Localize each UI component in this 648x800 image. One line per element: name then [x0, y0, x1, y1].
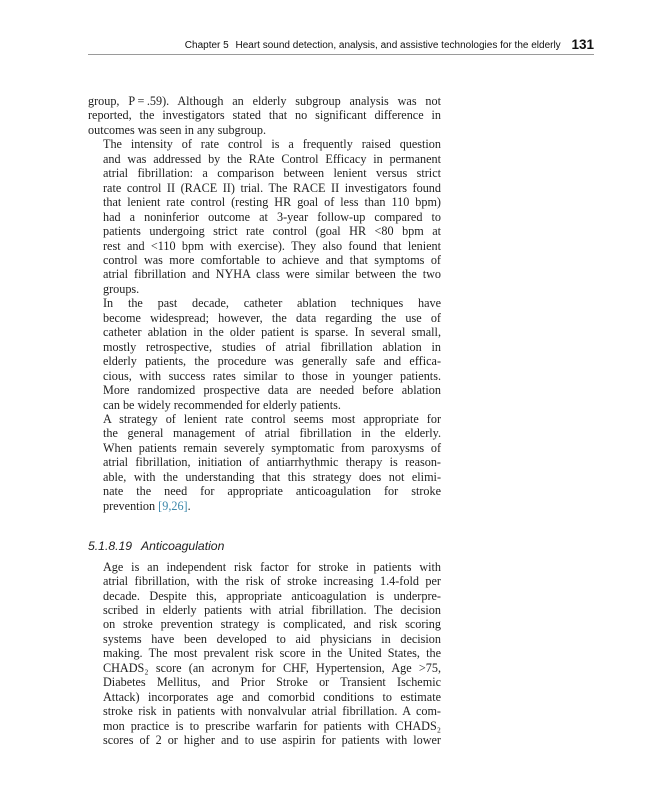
text-line: Attack) incorporates age and comorbid conditions to estimate: [103, 689, 441, 704]
paragraph: [88, 412, 441, 513]
text-line: groups.: [103, 281, 140, 296]
paragraph: [88, 94, 441, 137]
text-line: A strategy of lenient rate control seems most appropriate for: [103, 411, 441, 426]
section-heading: [88, 539, 441, 553]
body-text: [88, 94, 441, 747]
text-line: CHADS₂ score (an acronym for CHF, Hypertension, Age >75,: [103, 660, 441, 675]
text-line: nate the need for appropriate anticoagulation for stroke: [103, 484, 441, 499]
page-number: 131: [571, 37, 594, 52]
text-line: control was more comfortable to achieve and that symptoms of: [103, 252, 441, 267]
text-line: atrial fibrillation: a comparison between lenient versus strict: [103, 166, 441, 181]
text-line: outcomes was seen in any subgroup.: [88, 122, 267, 137]
text-line: Diabetes Mellitus, and Prior Stroke or Transient Ischemic: [103, 675, 441, 690]
text-line: rate control II (RACE II) trial. The RACE II investigators found: [103, 180, 441, 195]
running-header: [88, 30, 594, 55]
text-line: the general management of atrial fibrillation in the elderly.: [103, 426, 441, 441]
text-fragment: .: [187, 498, 191, 513]
paragraph: [88, 560, 441, 748]
text-line: elderly patients, the procedure was generally safe and effica-: [103, 354, 441, 369]
text-line: making. The most prevalent risk score in the United States, the: [103, 646, 441, 661]
chapter-title: Heart sound detection, analysis, and assistive technologies for the elderly: [235, 40, 561, 51]
text-line: In the past decade, catheter ablation techniques have: [103, 296, 441, 311]
text-line: More randomized prospective data are needed before ablation: [103, 383, 441, 398]
text-line: mostly retrospective, studies of atrial fibrillation ablation in: [103, 339, 441, 354]
text-line: group, P = .59). Although an elderly subgroup analysis was not: [88, 94, 441, 108]
text-line: can be widely recommended for elderly patients.: [103, 397, 341, 412]
text-line: cious, with success rates similar to those in younger patients.: [103, 368, 441, 383]
paragraph: [88, 137, 441, 296]
text-line: that lenient rate control (resting HR goal of less than 110 bpm): [103, 195, 441, 210]
text-line: rest and <110 bpm with exercise). They also found that lenient: [103, 238, 441, 253]
text-line: Age is an independent risk factor for stroke in patients with: [103, 559, 441, 574]
section-number: 5.1.8.19: [88, 539, 133, 554]
section-title: Anticoagulation: [141, 539, 225, 554]
text-line: and was addressed by the RAte Control Efficacy in permanent: [103, 151, 441, 166]
text-line: [88, 499, 441, 513]
text-line: stroke risk in patients with nonvalvular atrial fibrillation. A com-: [103, 704, 441, 719]
citation-link[interactable]: [9,26]: [158, 498, 188, 513]
text-line: systems have been developed to aid physicians in decision: [103, 631, 441, 646]
text-line: atrial fibrillation, with the risk of stroke increasing 1.4-fold per: [103, 574, 441, 589]
text-line: had a noninferior outcome at 3-year follow-up compared to: [103, 209, 441, 224]
text-fragment: prevention: [103, 498, 156, 513]
text-line: catheter ablation in the older patient is sparse. In several small,: [103, 325, 441, 340]
text-line: scribed in elderly patients with atrial fibrillation. The decision: [103, 602, 441, 617]
text-line: atrial fibrillation, initiation of antiarrhythmic therapy is reason-: [103, 455, 441, 470]
text-line: become widespread; however, the data regarding the use of: [103, 310, 441, 325]
text-line: When patients remain severely symptomatic from paroxysms of: [103, 440, 441, 455]
text-line: able, with the understanding that this strategy does not elimi-: [103, 469, 441, 484]
chapter-label: Chapter 5: [184, 40, 229, 51]
header-text: [185, 36, 594, 51]
text-line: The intensity of rate control is a frequently raised question: [103, 137, 441, 152]
text-line: atrial fibrillation and NYHA class were similar between the two: [103, 267, 441, 282]
text-line: reported, the investigators stated that no significant difference in: [88, 108, 441, 123]
text-line: on stroke prevention strategy is complicated, and risk scoring: [103, 617, 441, 632]
text-line: decade. Despite this, appropriate anticoagulation is underpre-: [103, 588, 441, 603]
text-line: mon practice is to prescribe warfarin for patients with CHADS₂: [103, 718, 441, 733]
paragraph: [88, 296, 441, 412]
text-line: scores of 2 or higher and to use aspirin for patients with lower: [103, 733, 441, 748]
text-line: patients undergoing strict rate control (goal HR <80 bpm at: [103, 224, 441, 239]
